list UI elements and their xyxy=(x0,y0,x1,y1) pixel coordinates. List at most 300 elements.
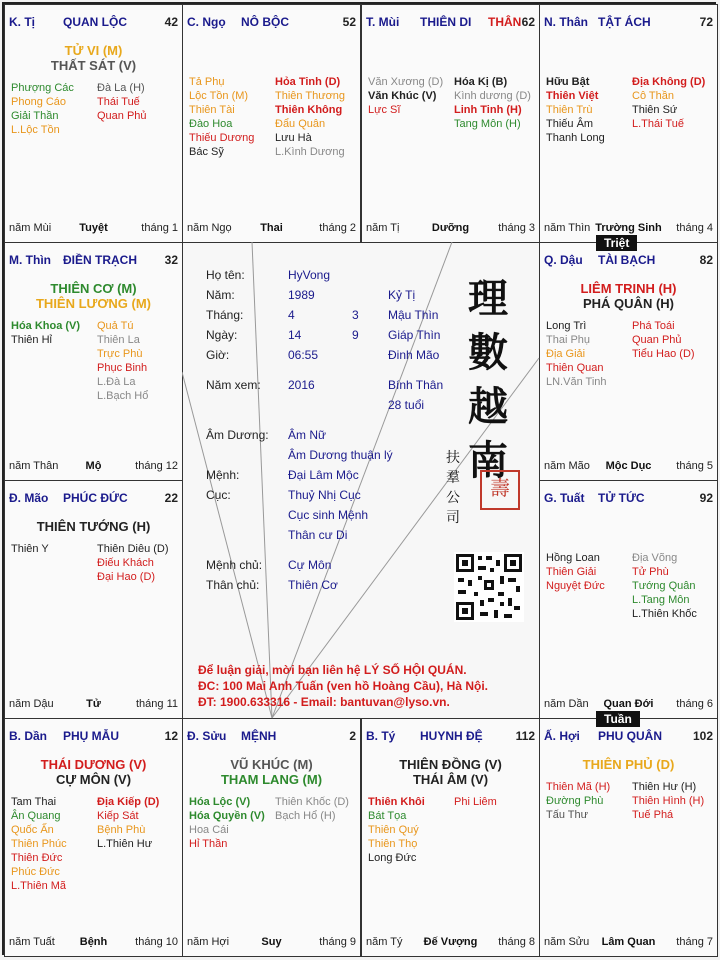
palace-position: Đ. Sửu xyxy=(187,729,227,743)
minor-star: Thiên Đức xyxy=(11,852,63,864)
right-stars xyxy=(97,319,148,403)
main-star: THIÊN TƯỚNG (H) xyxy=(36,519,151,534)
palace-footer xyxy=(366,222,535,236)
horoscope-board xyxy=(2,2,716,955)
minor-star: Thiên Khốc (D) xyxy=(275,796,349,808)
left-stars xyxy=(11,81,74,137)
palace-name: TẬT ÁCH xyxy=(598,15,651,29)
palace-header xyxy=(9,15,178,29)
minor-star: Kình dương (D) xyxy=(454,90,531,102)
minor-star: Tang Môn (H) xyxy=(454,118,521,130)
minor-star: Hóa Kị (B) xyxy=(454,76,508,88)
palace-number: 72 xyxy=(699,15,713,29)
palace-footer xyxy=(366,936,535,950)
minor-star: Thiên Phúc xyxy=(11,838,67,850)
minor-star: L.Lộc Tồn xyxy=(11,124,60,136)
palace-stage: Trường Sinh xyxy=(595,222,662,234)
minor-star: Ân Quang xyxy=(11,810,61,822)
left-stars xyxy=(546,319,607,389)
minor-star: Địa Không (D) xyxy=(632,76,706,88)
minor-star: Hữu Bật xyxy=(546,76,590,88)
palace-name: THIÊN DI xyxy=(420,15,472,29)
right-stars xyxy=(454,795,497,809)
palace-position: N. Thân xyxy=(544,15,588,29)
minor-star: Thiên Diêu (D) xyxy=(97,543,169,555)
month-label: Tháng: xyxy=(206,308,244,322)
palace-stage: Lâm Quan xyxy=(601,936,656,948)
palace-month: tháng 5 xyxy=(676,460,713,472)
main-star: TỬ VI (M) xyxy=(64,43,123,58)
red-seal-icon: 壽 xyxy=(480,470,520,510)
palace-header xyxy=(9,729,178,743)
logo-char: 越 xyxy=(468,383,508,430)
minor-star: Quan Phủ xyxy=(632,334,682,346)
minor-star: Tam Thai xyxy=(11,796,57,808)
left-stars xyxy=(546,551,605,593)
palace-number: 112 xyxy=(515,729,535,743)
minor-star: Tướng Quân xyxy=(632,580,696,592)
palace-number: 52 xyxy=(342,15,356,29)
minor-star: Thiên Thọ xyxy=(368,838,418,850)
minor-star: Thiếu Âm xyxy=(546,118,594,130)
minor-star: L.Kình Dương xyxy=(275,146,345,158)
palace-footer xyxy=(9,222,178,236)
minor-star: Kiếp Sát xyxy=(97,810,139,822)
palace-cell[interactable] xyxy=(539,718,718,957)
minor-star: Lưu Hà xyxy=(275,132,312,144)
view-year-value: 2016 xyxy=(288,378,315,392)
minor-star: Tuế Phá xyxy=(632,809,674,821)
minor-star: Tử Phù xyxy=(632,566,669,578)
hour-value: 06:55 xyxy=(288,348,319,362)
palace-name: PHÚC ĐỨC xyxy=(63,491,128,505)
main-stars xyxy=(5,281,182,311)
minor-star: Thiên Quý xyxy=(368,824,419,836)
minor-star: Hỏa Tinh (D) xyxy=(275,76,341,88)
palace-position: B. Dần xyxy=(9,729,48,743)
logo-small-char: 羣 xyxy=(446,470,460,486)
cuc-label: Cục: xyxy=(206,488,231,502)
contact-line-2: ĐC: 100 Mai Anh Tuấn (ven hồ Hoàng Cầu), Hà Nội. xyxy=(198,679,489,693)
palace-year: năm Mão xyxy=(544,460,590,472)
view-year-canchi: Bính Thân xyxy=(388,378,444,392)
minor-star: Thiên Khôi xyxy=(368,796,425,808)
minor-star: Phi Liêm xyxy=(454,796,497,808)
palace-number: 12 xyxy=(164,729,178,743)
year-canchi: Kỷ Tị xyxy=(388,288,416,302)
main-star: VŨ KHÚC (M) xyxy=(230,757,313,772)
minor-star: Thái Tuế xyxy=(97,96,140,108)
palace-position: Ấ. Hợi xyxy=(544,729,580,743)
right-stars xyxy=(275,75,345,159)
minor-star: Hồng Loan xyxy=(546,552,600,564)
minor-star: Thiên Trù xyxy=(546,104,593,116)
palace-year: năm Tuất xyxy=(9,936,55,948)
palace-stage: Bệnh xyxy=(79,936,108,948)
palace-footer xyxy=(9,460,178,474)
main-stars xyxy=(540,757,717,772)
palace-number: 102 xyxy=(692,729,713,743)
qr-code-icon[interactable] xyxy=(454,552,524,622)
minor-star: L.Đà La xyxy=(97,376,136,388)
palace-month: tháng 7 xyxy=(676,936,713,948)
hour-label: Giờ: xyxy=(206,348,230,362)
minor-star: Thiên Tài xyxy=(189,104,235,116)
palace-month: tháng 10 xyxy=(135,936,178,948)
palace-stage: Tử xyxy=(86,698,101,710)
palace-position: T. Mùi xyxy=(366,15,400,29)
palace-number: 42 xyxy=(164,15,178,29)
right-stars xyxy=(97,542,169,584)
minor-star: Văn Khúc (V) xyxy=(368,90,437,102)
palace-month: tháng 3 xyxy=(498,222,535,234)
minor-star: Đại Hao (D) xyxy=(97,571,156,583)
palace-number: 62 xyxy=(521,15,535,29)
minor-star: Thiên Việt xyxy=(546,90,599,102)
minor-star: Bệnh Phù xyxy=(97,824,146,836)
day-lunar: 9 xyxy=(352,328,359,342)
palace-footer xyxy=(187,222,356,236)
minor-star: L.Thiên Hư xyxy=(97,838,153,850)
palace-header xyxy=(544,15,713,29)
minor-star: Thiếu Dương xyxy=(189,132,255,144)
palace-cell[interactable] xyxy=(361,4,540,243)
palace-position: Q. Dậu xyxy=(544,253,583,267)
minor-star: Thiên Y xyxy=(11,543,49,555)
minor-star: Thai Phụ xyxy=(546,334,591,346)
main-stars xyxy=(5,43,182,73)
palace-month: tháng 2 xyxy=(319,222,356,234)
palace-header xyxy=(187,15,356,29)
menh-label: Mệnh: xyxy=(206,468,240,482)
month-lunar: 3 xyxy=(352,308,359,322)
palace-cell[interactable] xyxy=(539,480,718,719)
left-stars xyxy=(546,75,605,145)
minor-star: Long Đức xyxy=(368,852,417,864)
left-stars xyxy=(368,75,443,117)
minor-star: Địa Giải xyxy=(546,348,586,360)
palace-year: năm Dậu xyxy=(9,698,54,710)
minor-star: Điếu Khách xyxy=(97,557,154,569)
name-value: HyVong xyxy=(288,268,331,282)
minor-star: Thiên Hỉ xyxy=(11,334,52,346)
minor-star: Thiên La xyxy=(97,334,140,346)
palace-footer xyxy=(544,936,713,950)
minor-star: Quốc Ấn xyxy=(11,824,54,836)
minor-star: Hoa Cái xyxy=(189,824,229,836)
minor-star: Bát Tọa xyxy=(368,810,407,822)
palace-month: tháng 11 xyxy=(135,698,178,710)
palace-year: năm Tý xyxy=(366,936,403,948)
logo-small-text xyxy=(446,448,468,528)
palace-stage: Quan Đới xyxy=(603,698,654,710)
palace-footer xyxy=(9,698,178,712)
minor-star: Phượng Các xyxy=(11,82,74,94)
palace-header xyxy=(544,253,713,267)
palace-name: QUAN LỘC xyxy=(63,15,127,29)
left-stars xyxy=(368,795,425,865)
palace-cell[interactable] xyxy=(539,242,718,481)
minor-star: Nguyệt Đức xyxy=(546,580,605,592)
minor-star: Địa Kiếp (D) xyxy=(97,796,160,808)
minor-star: Bạch Hổ (H) xyxy=(275,810,336,822)
center-info-panel xyxy=(182,242,540,719)
palace-year: năm Thìn xyxy=(544,222,591,234)
palace-number: 92 xyxy=(699,491,713,505)
month-canchi: Mậu Thìn xyxy=(388,308,439,322)
palace-header xyxy=(544,729,713,743)
minor-star: L.Tang Môn xyxy=(632,594,690,606)
main-stars xyxy=(5,519,182,534)
minor-star: Cô Thần xyxy=(632,90,674,102)
palace-name: MỆNH xyxy=(241,729,277,743)
main-star: THÁI ÂM (V) xyxy=(412,772,489,787)
palace-position: M. Thìn xyxy=(9,253,51,267)
palace-month: tháng 6 xyxy=(676,698,713,710)
palace-cell[interactable] xyxy=(4,718,183,957)
age-value: 28 tuổi xyxy=(388,398,425,412)
amduong-label: Âm Dương: xyxy=(206,428,269,442)
palace-name: TÀI BẠCH xyxy=(598,253,656,267)
palace-year: năm Hợi xyxy=(187,936,230,948)
palace-stage: Mộ xyxy=(85,460,102,472)
palace-cell[interactable] xyxy=(4,480,183,719)
palace-name: ĐIỀN TRẠCH xyxy=(63,253,137,267)
minor-star: Hỉ Thần xyxy=(189,838,228,850)
palace-cell[interactable] xyxy=(4,242,183,481)
right-stars xyxy=(97,81,147,123)
hour-canchi: Đinh Mão xyxy=(388,348,440,362)
triet-tag: Triệt xyxy=(596,235,637,251)
amduong-value-2: Âm Dương thuận lý xyxy=(288,448,393,462)
palace-footer xyxy=(544,698,713,712)
minor-star: Tấu Thư xyxy=(546,809,589,821)
palace-name: TỬ TỨC xyxy=(598,491,645,505)
minor-star: Tiểu Hao (D) xyxy=(632,348,695,360)
cuc-value: Thuỷ Nhị Cục xyxy=(288,488,361,502)
main-star: THAM LANG (M) xyxy=(220,772,323,787)
minor-star: Phúc Đức xyxy=(11,866,60,878)
palace-footer xyxy=(9,936,178,950)
palace-name: NÔ BỘC xyxy=(241,15,289,29)
right-stars xyxy=(632,551,697,621)
minor-star: L.Thiên Khốc xyxy=(632,608,697,620)
palace-number: 32 xyxy=(164,253,178,267)
minor-star: Đà La (H) xyxy=(97,82,145,94)
palace-cell[interactable] xyxy=(539,4,718,243)
palace-header xyxy=(366,729,535,743)
palace-month: tháng 1 xyxy=(141,222,178,234)
minor-star: Tả Phụ xyxy=(189,76,225,88)
palace-stage: Đế Vượng xyxy=(423,936,478,948)
minor-star: Giải Thần xyxy=(11,110,59,122)
palace-footer xyxy=(544,222,713,236)
right-stars xyxy=(275,795,349,823)
left-stars xyxy=(189,795,265,851)
palace-number: 22 xyxy=(164,491,178,505)
main-stars xyxy=(540,281,717,311)
thanchu-value: Thiên Cơ xyxy=(288,578,338,592)
logo-small-char: 公 xyxy=(446,490,460,506)
day-label: Ngày: xyxy=(206,328,238,342)
menh-value: Đại Lâm Mộc xyxy=(288,468,359,482)
palace-position: C. Ngọ xyxy=(187,15,226,29)
right-stars xyxy=(632,75,705,131)
palace-footer xyxy=(544,460,713,474)
month-value: 4 xyxy=(288,308,295,322)
minor-star: Đào Hoa xyxy=(189,118,233,130)
tuan-tag: Tuần xyxy=(596,711,640,727)
year-value: 1989 xyxy=(288,288,315,302)
minor-star: Lực Sĩ xyxy=(368,104,401,116)
minor-star: Quả Tú xyxy=(97,320,134,332)
main-star: THIÊN PHỦ (D) xyxy=(582,757,675,772)
palace-number: 82 xyxy=(699,253,713,267)
minor-star: Phá Toái xyxy=(632,320,675,332)
minor-star: Thiên Thương xyxy=(275,90,346,102)
palace-month: tháng 9 xyxy=(319,936,356,948)
main-stars xyxy=(183,757,360,787)
main-star: CỰ MÔN (V) xyxy=(55,772,132,787)
minor-star: Quan Phủ xyxy=(97,110,147,122)
minor-star: Phục Binh xyxy=(97,362,148,374)
palace-cell[interactable] xyxy=(4,4,183,243)
right-stars xyxy=(632,319,695,361)
minor-star: Thiên Sứ xyxy=(632,104,678,116)
minor-star: Hóa Lộc (V) xyxy=(189,796,251,808)
menhchu-label: Mệnh chủ: xyxy=(206,558,263,572)
menhchu-value: Cự Môn xyxy=(288,558,332,572)
minor-star: Long Trì xyxy=(546,320,587,332)
palace-year: năm Tị xyxy=(366,222,400,234)
day-value: 14 xyxy=(288,328,302,342)
main-star: THÁI DƯƠNG (V) xyxy=(40,757,147,772)
palace-month: tháng 12 xyxy=(135,460,178,472)
minor-star: Thiên Mã (H) xyxy=(546,781,611,793)
main-stars xyxy=(362,757,539,787)
left-stars xyxy=(189,75,254,159)
palace-month: tháng 4 xyxy=(676,222,713,234)
minor-star: Văn Xương (D) xyxy=(368,76,444,88)
main-stars xyxy=(5,757,182,787)
year-label: Năm: xyxy=(206,288,235,302)
palace-name: PHỤ MẪU xyxy=(63,729,119,743)
name-label: Họ tên: xyxy=(206,268,245,282)
palace-position: G. Tuất xyxy=(544,491,585,505)
palace-cell[interactable] xyxy=(182,4,361,243)
contact-line-1: Để luận giải, mời bạn liên hệ LÝ SỐ HỘI QUÁN. xyxy=(198,663,467,677)
main-star: THIÊN CƠ (M) xyxy=(50,281,137,296)
palace-header xyxy=(544,491,713,505)
minor-star: Bác Sỹ xyxy=(189,146,224,158)
palace-number: 2 xyxy=(349,729,356,743)
left-stars xyxy=(11,542,49,556)
palace-name: PHU QUÂN xyxy=(598,729,663,743)
palace-position: Đ. Mão xyxy=(9,491,49,505)
palace-header xyxy=(9,491,178,505)
lyso-logo xyxy=(468,272,528,488)
logo-char: 南 xyxy=(468,437,508,484)
palace-footer xyxy=(187,936,356,950)
than-marker: THÂN xyxy=(488,15,522,29)
minor-star: L.Thiên Mã xyxy=(11,880,67,892)
left-stars xyxy=(11,795,67,893)
palace-stage: Suy xyxy=(261,936,282,948)
right-stars xyxy=(632,780,704,822)
minor-star: Trực Phù xyxy=(97,348,143,360)
view-year-label: Năm xem: xyxy=(206,378,261,392)
palace-stage: Tuyệt xyxy=(79,222,108,234)
palace-header xyxy=(187,729,356,743)
right-stars xyxy=(454,75,531,131)
cuc-value-2: Cục sinh Mệnh xyxy=(288,508,369,522)
palace-year: năm Mùi xyxy=(9,222,52,234)
palace-year: năm Thân xyxy=(9,460,59,472)
palace-year: năm Sửu xyxy=(544,936,590,948)
palace-cell[interactable] xyxy=(182,718,361,957)
main-star: PHÁ QUÂN (H) xyxy=(583,296,674,311)
palace-stage: Thai xyxy=(260,222,283,234)
palace-stage: Mộc Dục xyxy=(605,460,652,472)
palace-year: năm Dần xyxy=(544,698,589,710)
minor-star: Lộc Tồn (M) xyxy=(189,90,249,102)
left-stars xyxy=(546,780,610,822)
palace-name: HUYNH ĐỆ xyxy=(420,729,483,743)
minor-star: Địa Võng xyxy=(632,552,678,564)
thanchu-label: Thân chủ: xyxy=(206,578,260,592)
minor-star: Thiên Hình (H) xyxy=(632,795,705,807)
palace-month: tháng 8 xyxy=(498,936,535,948)
main-star: THIÊN ĐỒNG (V) xyxy=(399,757,502,772)
palace-header xyxy=(9,253,178,267)
minor-star: Đẩu Quân xyxy=(275,118,326,130)
minor-star: Hóa Khoa (V) xyxy=(11,320,81,332)
main-star: LIÊM TRINH (H) xyxy=(580,281,677,296)
minor-star: Thiên Giải xyxy=(546,566,597,578)
amduong-value: Âm Nữ xyxy=(288,428,327,442)
logo-small-char: 司 xyxy=(446,510,460,526)
left-stars xyxy=(11,319,80,347)
contact-line-3: ĐT: 1900.633316 - Email: bantuvan@lyso.vn. xyxy=(198,695,450,709)
palace-stage: Dưỡng xyxy=(431,222,470,234)
minor-star: Thanh Long xyxy=(546,132,605,144)
minor-star: Phong Cáo xyxy=(11,96,67,108)
minor-star: L.Thái Tuế xyxy=(632,118,684,130)
minor-star: Linh Tinh (H) xyxy=(454,104,522,116)
minor-star: LN.Văn Tinh xyxy=(546,376,607,388)
minor-star: Hóa Quyền (V) xyxy=(189,810,265,822)
main-star: THẤT SÁT (V) xyxy=(50,58,137,73)
logo-char: 理 xyxy=(468,275,508,322)
palace-position: B. Tý xyxy=(366,729,396,743)
minor-star: Thiên Quan xyxy=(546,362,604,374)
logo-char: 數 xyxy=(468,329,508,376)
logo-small-char: 扶 xyxy=(446,450,460,466)
minor-star: L.Bạch Hổ xyxy=(97,390,149,402)
palace-header xyxy=(366,15,535,29)
minor-star: Đường Phù xyxy=(546,795,604,807)
palace-cell[interactable] xyxy=(361,718,540,957)
contact-block xyxy=(198,662,488,710)
day-canchi: Giáp Thìn xyxy=(388,328,441,342)
right-stars xyxy=(97,795,159,851)
palace-year: năm Ngọ xyxy=(187,222,232,234)
minor-star: Thiên Không xyxy=(275,104,343,116)
cuc-value-3: Thân cư Di xyxy=(288,528,348,542)
minor-star: Thiên Hư (H) xyxy=(632,781,697,793)
main-star: THIÊN LƯƠNG (M) xyxy=(35,296,152,311)
palace-position: K. Tị xyxy=(9,15,35,29)
